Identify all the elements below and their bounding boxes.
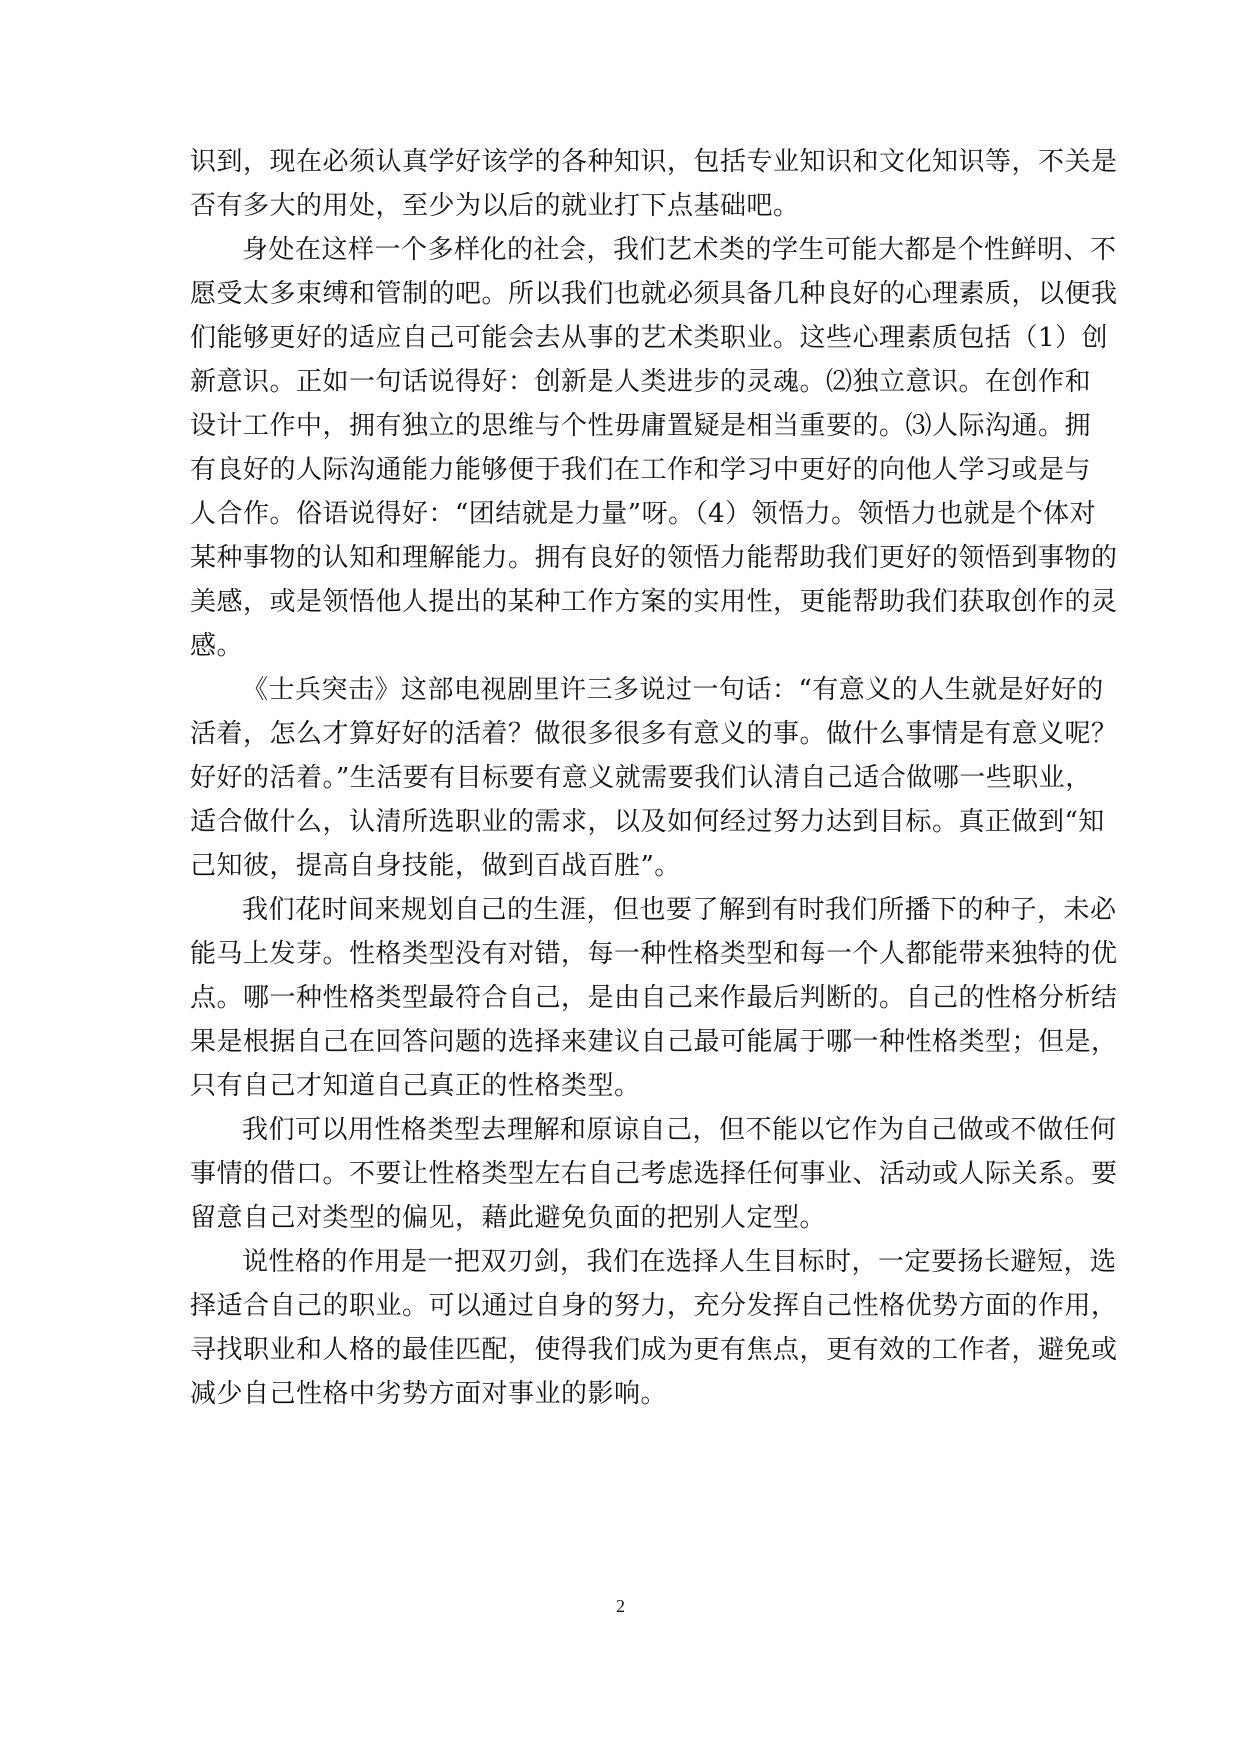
paragraph — [190, 888, 1118, 1108]
text-line: 择适合自己的职业。可以通过自身的努力，充分发挥自己性格优势方面的作用， — [190, 1291, 1118, 1321]
text-line: 己知彼，提高自身技能，做到百战百胜”。 — [190, 851, 681, 881]
text-line: 能马上发芽。性格类型没有对错，每一种性格类型和每一个人都能带来独特的优 — [190, 939, 1118, 969]
text-line: 事情的借口。不要让性格类型左右自己考虑选择任何事业、活动或人际关系。要 — [190, 1159, 1118, 1189]
text-line: 说性格的作用是一把双刃剑，我们在选择人生目标时，一定要扬长避短，选 — [242, 1247, 1117, 1277]
text-line: 新意识。正如一句话说得好：创新是人类进步的灵魂。⑵独立意识。在创作和 — [190, 367, 1092, 397]
text-line: 识到，现在必须认真学好该学的各种知识，包括专业知识和文化知识等，不关是 — [190, 147, 1118, 177]
text-line: 愿受太多束缚和管制的吧。所以我们也就必须具备几种良好的心理素质，以便我 — [190, 279, 1118, 309]
text-line: 《士兵突击》这部电视剧里许三多说过一句话：“有意义的人生就是好好的 — [242, 675, 1104, 705]
document-body — [190, 140, 1118, 1416]
text-line: 只有自己才知道自己真正的性格类型。 — [190, 1071, 641, 1101]
paragraph — [190, 228, 1118, 668]
paragraph — [190, 1240, 1118, 1416]
text-line: 活着，怎么才算好好的活着？做很多很多有意义的事。做什么事情是有意义呢？ — [190, 719, 1118, 749]
text-line: 我们可以用性格类型去理解和原谅自己，但不能以它作为自己做或不做任何 — [242, 1115, 1117, 1145]
paragraph — [190, 1108, 1118, 1240]
text-line: 否有多大的用处，至少为以后的就业打下点基础吧。 — [190, 191, 800, 221]
text-line: 寻找职业和人格的最佳匹配，使得我们成为更有焦点，更有效的工作者，避免或 — [190, 1335, 1118, 1365]
text-line: 设计工作中，拥有独立的思维与个性毋庸置疑是相当重要的。⑶人际沟通。拥 — [190, 411, 1092, 441]
text-line: 有良好的人际沟通能力能够便于我们在工作和学习中更好的向他人学习或是与 — [190, 455, 1092, 485]
text-line: 点。哪一种性格类型最符合自己，是由自己来作最后判断的。自己的性格分析结 — [190, 983, 1118, 1013]
text-line: 适合做什么，认清所选职业的需求，以及如何经过努力达到目标。真正做到“知 — [190, 807, 1105, 837]
text-line: 人合作。俗语说得好：“团结就是力量”呀。（4）领悟力。领悟力也就是个体对 — [190, 499, 1097, 529]
paragraph — [190, 668, 1118, 888]
text-line: 某种事物的认知和理解能力。拥有良好的领悟力能帮助我们更好的领悟到事物的 — [190, 543, 1118, 573]
text-line: 美感，或是领悟他人提出的某种工作方案的实用性，更能帮助我们获取创作的灵 — [190, 587, 1118, 617]
text-line: 们能够更好的适应自己可能会去从事的艺术类职业。这些心理素质包括（1）创 — [190, 323, 1109, 353]
text-line: 留意自己对类型的偏见，藉此避免负面的把别人定型。 — [190, 1203, 827, 1233]
paragraph — [190, 140, 1118, 228]
text-line: 感。 — [190, 631, 244, 661]
page-number: 2 — [616, 1596, 625, 1616]
text-line: 果是根据自己在回答问题的选择来建议自己最可能属于哪一种性格类型；但是， — [190, 1027, 1118, 1057]
text-line: 我们花时间来规划自己的生涯，但也要了解到有时我们所播下的种子，未必 — [242, 895, 1117, 925]
text-line: 好好的活着。”生活要有目标要有意义就需要我们认清自己适合做哪一些职业， — [190, 763, 1092, 793]
text-line: 身处在这样一个多样化的社会，我们艺术类的学生可能大都是个性鲜明、不 — [242, 235, 1117, 265]
text-line: 减少自己性格中劣势方面对事业的影响。 — [190, 1379, 668, 1409]
